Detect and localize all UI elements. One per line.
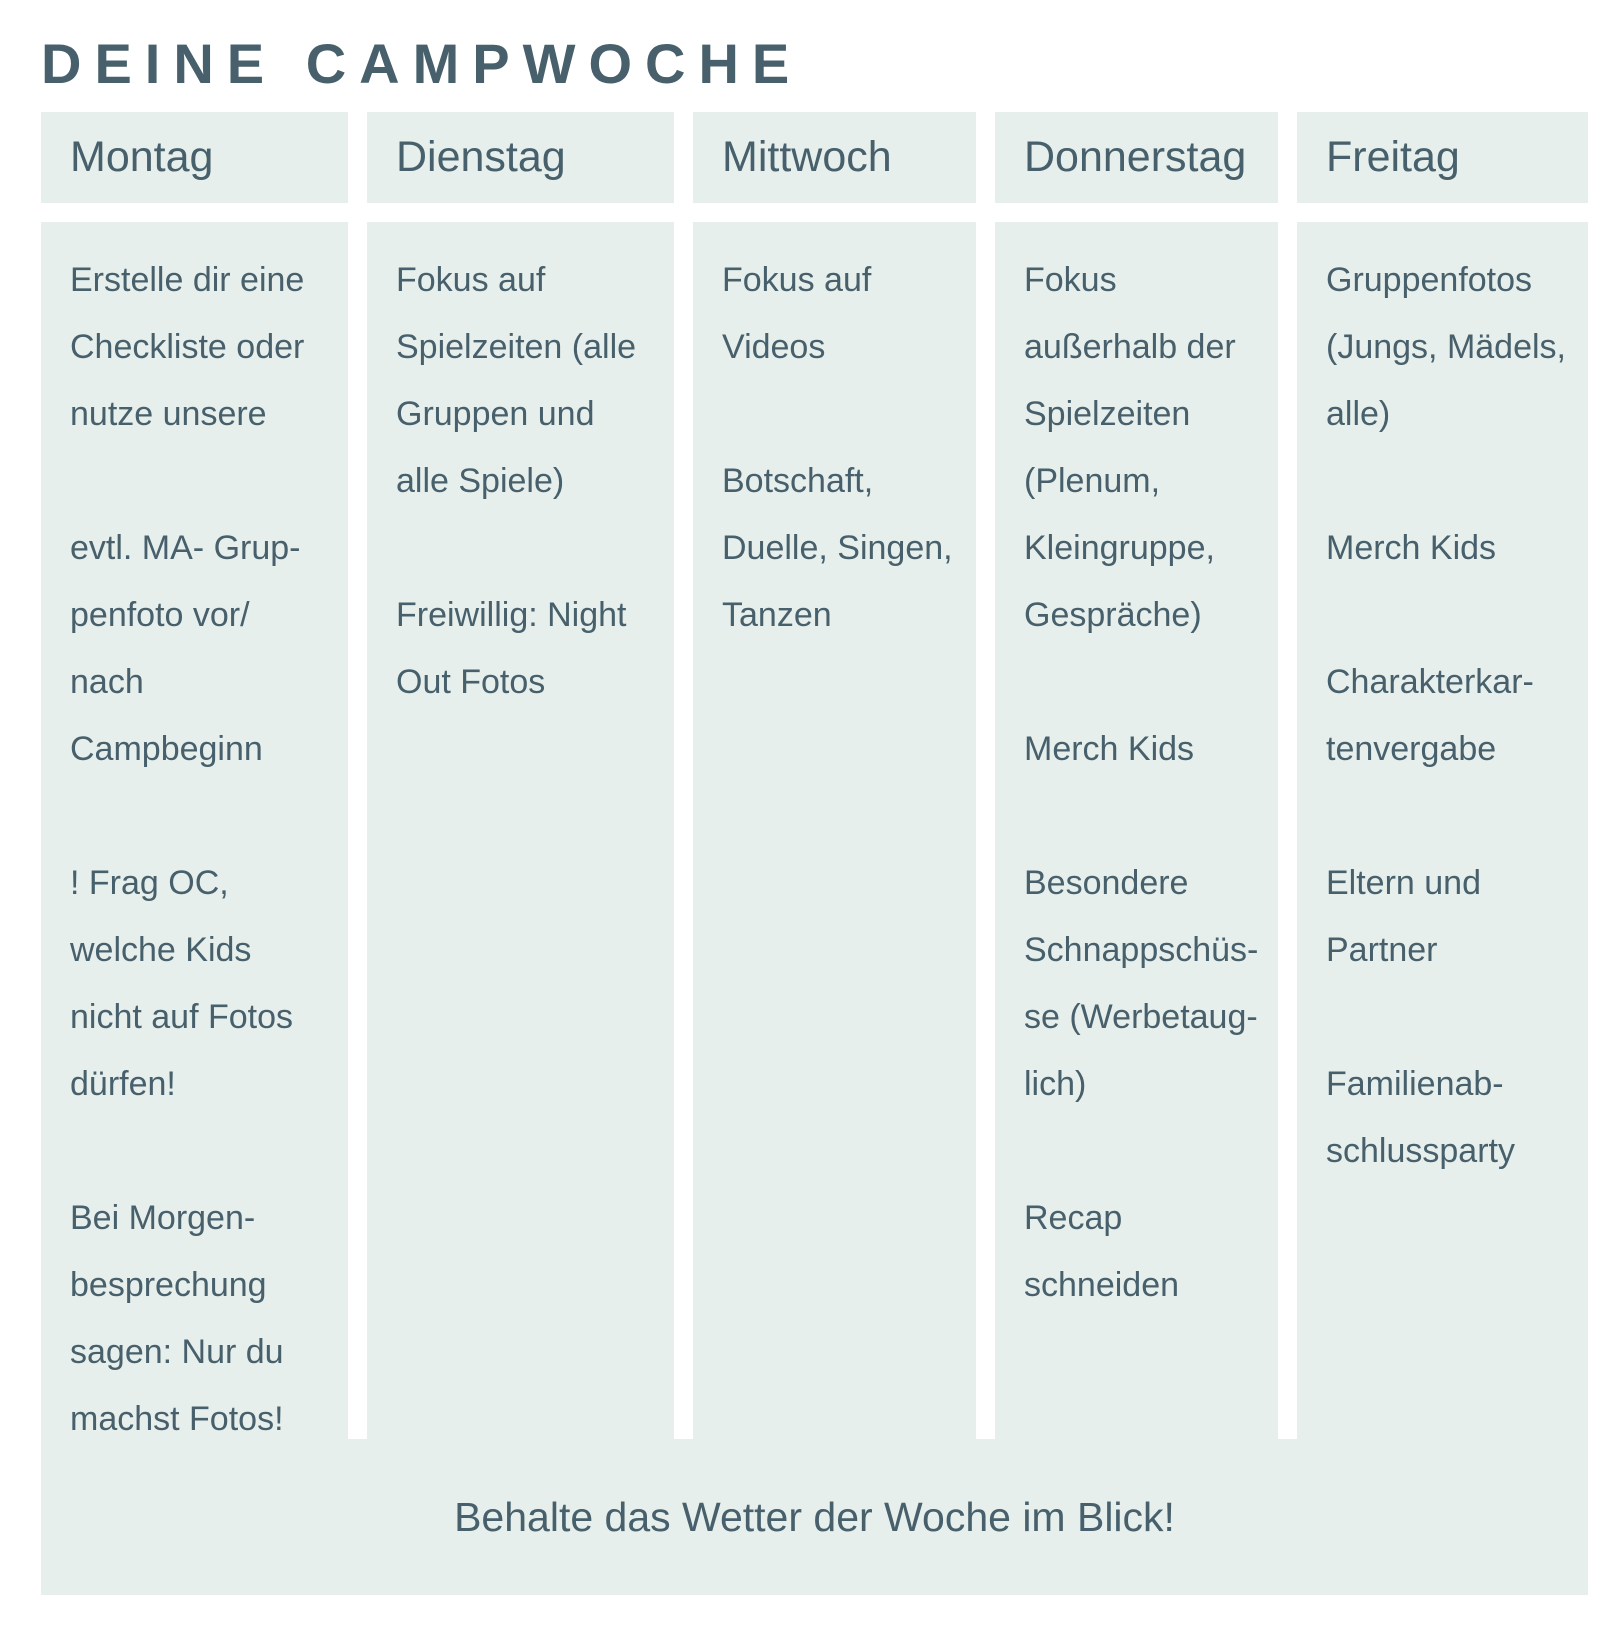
day-header-mittwoch [693, 112, 976, 203]
day-name: Donnerstag [1024, 133, 1247, 181]
day-items [1024, 247, 1270, 1386]
schedule-item-line: Besondere [1024, 864, 1189, 902]
schedule-item [70, 1185, 340, 1453]
schedule-item-line: ! Frag OC, [70, 864, 229, 902]
day-items [396, 247, 666, 783]
schedule-item-line: Merch Kids [1326, 529, 1497, 567]
schedule-item [70, 247, 340, 448]
schedule-item-line: Spielzeiten (alle [396, 328, 637, 366]
schedule-item-line: (Plenum, [1024, 462, 1161, 500]
schedule-item [396, 582, 666, 716]
day-header-montag [41, 112, 348, 203]
day-name: Dienstag [396, 133, 566, 181]
day-items [722, 247, 968, 716]
day-column-dienstag [367, 222, 674, 1439]
schedule-item-line: Kleingruppe, [1024, 529, 1215, 567]
schedule-item [1024, 716, 1270, 783]
schedule-item-line: schneiden [1024, 1266, 1180, 1304]
weather-reminder: Behalte das Wetter der Woche im Blick! [454, 1494, 1175, 1540]
schedule-item-line: nutze unsere [70, 395, 267, 433]
schedule-item-line: Partner [1326, 931, 1438, 969]
schedule-item [1326, 515, 1580, 582]
schedule-item-line: penfoto vor/ [70, 596, 250, 634]
day-name: Freitag [1326, 133, 1460, 181]
schedule-item-line: Campbeginn [70, 730, 263, 768]
schedule-item [1024, 1185, 1270, 1319]
schedule-item-line: alle Spiele) [396, 462, 565, 500]
schedule-item-line: Eltern und [1326, 864, 1481, 902]
schedule-item [722, 448, 968, 649]
schedule-item-line: machst Fotos! [70, 1400, 284, 1438]
schedule-item-line: Charakterkar- [1326, 663, 1534, 701]
schedule-item-line: Bei Morgen- [70, 1199, 256, 1237]
day-header-donnerstag [995, 112, 1278, 203]
schedule-item-line: dürfen! [70, 1065, 176, 1103]
schedule-item [396, 247, 666, 515]
schedule-item-line: Erstelle dir eine [70, 261, 305, 299]
day-column-donnerstag [995, 222, 1278, 1439]
schedule-item [1326, 649, 1580, 783]
schedule-item-line: nach [70, 663, 144, 701]
schedule-item-line: Fokus [1024, 261, 1117, 299]
schedule-item [1024, 850, 1270, 1118]
day-column-mittwoch [693, 222, 976, 1439]
schedule-item-line: besprechung [70, 1266, 267, 1304]
schedule-item-line: Checkliste oder [70, 328, 305, 366]
schedule-item-line: Botschaft, [722, 462, 874, 500]
day-column-freitag [1297, 222, 1588, 1439]
schedule-item-line: Gruppenfotos [1326, 261, 1533, 299]
day-name: Montag [70, 133, 214, 181]
schedule-item-line: Merch Kids [1024, 730, 1195, 768]
day-name: Mittwoch [722, 133, 892, 181]
schedule-item-line: Duelle, Singen, [722, 529, 953, 567]
schedule-item [722, 247, 968, 381]
schedule-item-line: tenvergabe [1326, 730, 1497, 768]
schedule-item-line: (Jungs, Mädels, [1326, 328, 1566, 366]
schedule-item-line: evtl. MA- Grup- [70, 529, 301, 567]
day-items [70, 247, 340, 1520]
schedule-item-line: Gruppen und [396, 395, 595, 433]
page-title: DEINE CAMPWOCHE [41, 32, 803, 95]
schedule-item-line: welche Kids [70, 931, 252, 969]
schedule-item-line: Videos [722, 328, 826, 366]
schedule-item-line: se (Werbetaug- [1024, 998, 1258, 1036]
day-column-montag [41, 222, 348, 1439]
schedule-item [70, 515, 340, 783]
schedule-item-line: nicht auf Fotos [70, 998, 294, 1036]
schedule-item [1326, 1051, 1580, 1185]
schedule-item [1024, 247, 1270, 649]
schedule-item [70, 850, 340, 1118]
day-items [1326, 247, 1580, 1252]
schedule-item-line: außerhalb der [1024, 328, 1236, 366]
schedule-item-line: Recap [1024, 1199, 1123, 1237]
day-header-dienstag [367, 112, 674, 203]
schedule-item-line: schlussparty [1326, 1132, 1515, 1170]
schedule-item-line: Out Fotos [396, 663, 546, 701]
schedule-item-line: Schnappschüs- [1024, 931, 1259, 969]
day-header-freitag [1297, 112, 1588, 203]
schedule-item-line: Spielzeiten [1024, 395, 1191, 433]
schedule-item-line: Fokus auf [722, 261, 872, 299]
schedule-item-line: Familienab- [1326, 1065, 1504, 1103]
schedule-item-line: Tanzen [722, 596, 832, 634]
schedule-item [1326, 247, 1580, 448]
schedule-item-line: lich) [1024, 1065, 1087, 1103]
schedule-item-line: sagen: Nur du [70, 1333, 284, 1371]
schedule-item-line: Fokus auf [396, 261, 546, 299]
schedule-item-line: Gespräche) [1024, 596, 1202, 634]
schedule-item-line: alle) [1326, 395, 1391, 433]
schedule-item-line: Freiwillig: Night [396, 596, 627, 634]
schedule-item [1326, 850, 1580, 984]
